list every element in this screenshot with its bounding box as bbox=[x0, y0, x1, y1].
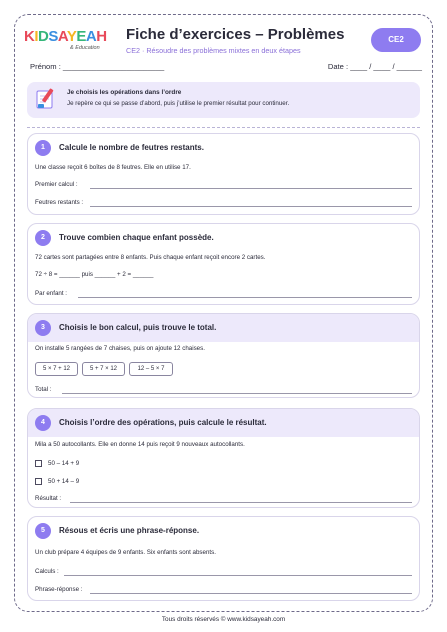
calculation-choice[interactable]: 12 – 5 × 7 bbox=[129, 362, 173, 376]
copyright-footer: Tous droits réservés © www.kidsayeah.com bbox=[161, 616, 286, 623]
exercise-header bbox=[28, 517, 419, 545]
exercise-card-1 bbox=[27, 133, 420, 215]
logo-wordmark: KIDSAYEAH bbox=[24, 28, 107, 45]
exercise-header bbox=[28, 224, 419, 252]
exercise-card-2 bbox=[27, 223, 420, 305]
name-field[interactable]: Prénom : ________________________ bbox=[30, 62, 165, 71]
field-label: Résultat : bbox=[35, 495, 62, 502]
answer-line[interactable] bbox=[90, 188, 412, 189]
field-label: Total : bbox=[35, 386, 52, 393]
exercise-header bbox=[28, 314, 419, 342]
option-label: 50 + 14 – 9 bbox=[48, 478, 80, 485]
worksheet-title: Fiche d’exercices – Problèmes bbox=[126, 26, 345, 43]
field-label: Feutres restants : bbox=[35, 199, 84, 206]
field-label: Calculs : bbox=[35, 568, 59, 575]
exercise-statement: Mila a 50 autocollants. Elle en donne 14 puis reçoit 9 nouveaux autocollants. bbox=[35, 441, 245, 448]
logo-tagline: & Education bbox=[70, 45, 100, 51]
exercise-title: Trouve combien chaque enfant possède. bbox=[59, 233, 214, 242]
exercise-header bbox=[28, 409, 419, 437]
answer-line[interactable] bbox=[90, 593, 412, 594]
exercise-title: Choisis l’ordre des opérations, puis calcule le résultat. bbox=[59, 418, 267, 427]
exercise-statement: Une classe reçoit 6 boîtes de 8 feutres. Elle en utilise 17. bbox=[35, 164, 191, 171]
exercise-number: 1 bbox=[35, 140, 51, 156]
option-checkbox[interactable] bbox=[35, 460, 42, 467]
equation-line[interactable]: 72 ÷ 8 = ______ puis ______ + 2 = ______ bbox=[35, 271, 154, 278]
answer-line[interactable] bbox=[78, 297, 412, 298]
option-label: 50 – 14 + 9 bbox=[48, 460, 80, 467]
exercise-statement: 72 cartes sont partagées entre 8 enfants. Puis chaque enfant reçoit encore 2 cartes. bbox=[35, 254, 266, 261]
exercise-number: 3 bbox=[35, 320, 51, 336]
instruction-title: Je choisis les opérations dans l’ordre bbox=[67, 89, 182, 96]
exercise-card-4 bbox=[27, 408, 420, 508]
option-checkbox[interactable] bbox=[35, 478, 42, 485]
answer-line[interactable] bbox=[90, 206, 412, 207]
exercise-title: Résous et écris une phrase-réponse. bbox=[59, 526, 200, 535]
exercise-card-3 bbox=[27, 313, 420, 398]
field-label: Phrase-réponse : bbox=[35, 586, 83, 593]
answer-line[interactable] bbox=[70, 502, 412, 503]
calculation-choice[interactable]: 5 × 7 + 12 bbox=[35, 362, 78, 376]
exercise-header bbox=[28, 134, 419, 162]
exercise-statement: On installe 5 rangées de 7 chaises, puis on ajoute 12 chaises. bbox=[35, 345, 205, 352]
field-label: Premier calcul : bbox=[35, 181, 78, 188]
kidsayeah-logo bbox=[24, 28, 110, 56]
exercise-statement: Un club prépare 4 équipes de 9 enfants. Six enfants sont absents. bbox=[35, 549, 216, 556]
worksheet-header bbox=[24, 22, 423, 62]
exercise-title: Choisis le bon calcul, puis trouve le total. bbox=[59, 323, 217, 332]
instruction-box bbox=[27, 82, 420, 118]
exercise-title: Calcule le nombre de feutres restants. bbox=[59, 143, 204, 152]
exercise-number: 2 bbox=[35, 230, 51, 246]
field-label: Par enfant : bbox=[35, 290, 67, 297]
instruction-text: Je repère ce qui se passe d’abord, puis j’utilise le premier résultat pour continuer. bbox=[67, 100, 290, 107]
answer-line[interactable] bbox=[62, 393, 412, 394]
exercise-card-5 bbox=[27, 516, 420, 601]
pencil-paper-icon bbox=[35, 87, 57, 111]
worksheet-subtitle: CE2 · Résoudre des problèmes mixtes en deux étapes bbox=[126, 46, 301, 55]
date-field[interactable]: Date : ____ / ____ / ______ bbox=[327, 62, 422, 71]
level-badge: CE2 bbox=[371, 28, 421, 52]
exercise-number: 5 bbox=[35, 523, 51, 539]
answer-line[interactable] bbox=[64, 575, 412, 576]
student-info-row bbox=[30, 62, 422, 74]
section-divider bbox=[27, 127, 420, 128]
exercise-number: 4 bbox=[35, 415, 51, 431]
calculation-choice[interactable]: 5 + 7 × 12 bbox=[82, 362, 125, 376]
